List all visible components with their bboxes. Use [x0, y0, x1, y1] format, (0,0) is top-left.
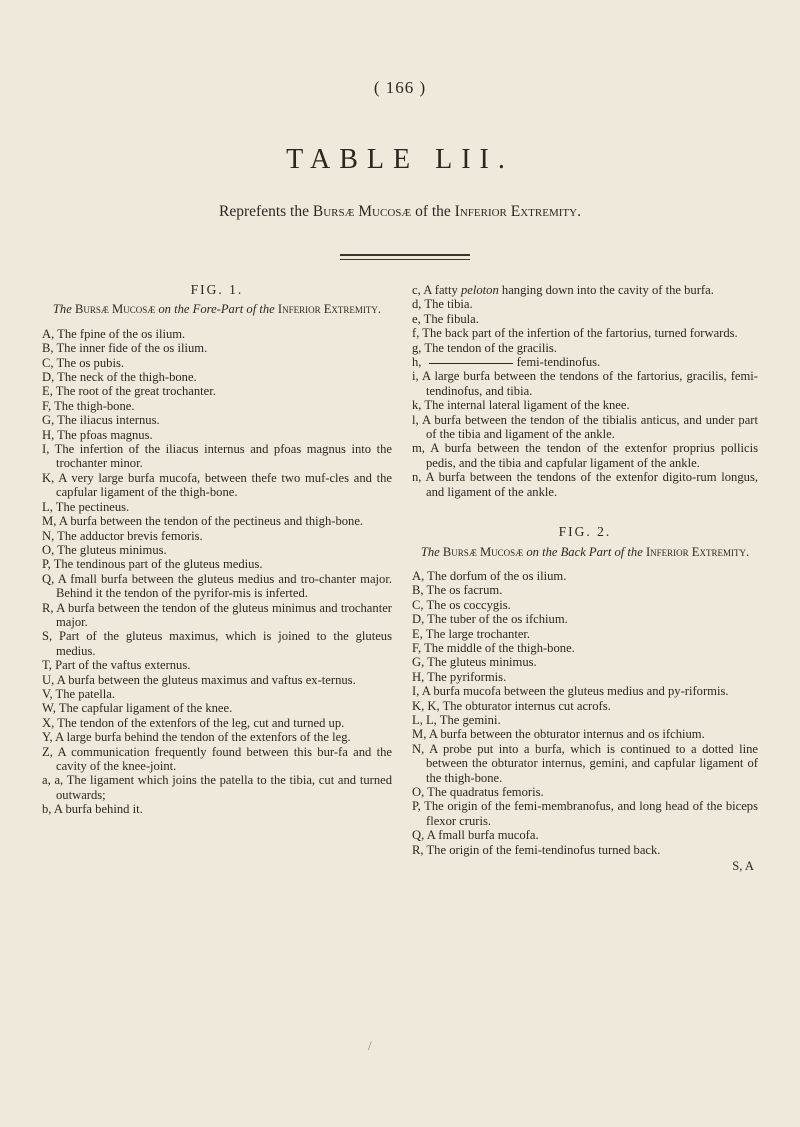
entry-key: A,	[412, 568, 428, 583]
entry-key: C,	[412, 597, 427, 612]
entry-key: A,	[42, 326, 58, 341]
entry-key: h,	[412, 355, 425, 370]
subtitle-text-2: of the	[411, 203, 455, 220]
fig2-label: FIG. 2.	[558, 524, 612, 540]
entry-key: Q,	[42, 571, 58, 586]
fig2-entry	[412, 670, 758, 684]
entry-text: A burfa between the gluteus maximus and vaftus ex-ternus.	[56, 672, 356, 687]
fig1-entry	[42, 687, 392, 701]
entry-text: The pfoas magnus.	[57, 427, 153, 442]
page-number: ( 166 )	[373, 78, 427, 97]
entry-key: M,	[42, 514, 59, 529]
entry-key: l,	[412, 412, 422, 427]
fig1-entry	[42, 730, 392, 744]
entry-text: The os facrum.	[426, 583, 503, 598]
entry-key: X,	[42, 715, 58, 730]
entry-key: H,	[412, 669, 428, 684]
ditto-dash	[429, 363, 513, 364]
fig1-label: FIG. 1.	[190, 282, 244, 297]
fig2-entry	[412, 727, 758, 741]
fig1-entry	[412, 413, 758, 442]
subtitle-extremity: Inferior Extremity.	[454, 203, 581, 220]
fig1-entry	[42, 341, 392, 355]
fig2-entry	[412, 699, 758, 713]
entry-text: A fmall burfa mucofa.	[426, 828, 539, 843]
entry-text: The tendon of the extenfors of the leg, cut and turned up.	[57, 715, 345, 730]
entry-key: d,	[412, 297, 425, 312]
entry-text: A fmall burfa between the gluteus medius and tro-chanter major. Behind it the tendon of the pyrifor-mis is inferted.	[56, 571, 392, 601]
entry-text: The pectineus.	[55, 499, 130, 514]
fig1-entry	[42, 601, 392, 630]
fig2-heading-pre: The	[420, 544, 443, 559]
entry-key: W,	[42, 701, 59, 716]
page-mark: /	[368, 1038, 372, 1053]
entry-text: The large trochanter.	[425, 626, 531, 641]
entry-text: A very large burfa mucofa, between thefe two muf-cles and the capfular ligament of the thigh-bone.	[56, 470, 392, 500]
entry-key: m,	[412, 441, 431, 456]
fig2-entry	[412, 598, 758, 612]
right-column	[412, 283, 758, 873]
entry-key: S,	[42, 629, 60, 644]
fig1-entry	[412, 398, 758, 412]
entry-text: The tuber of the os ifchium.	[427, 612, 568, 627]
entry-text: The capfular ligament of the knee.	[58, 701, 233, 716]
entry-text: A burfa mucofa between the gluteus medius and py-riformis.	[421, 684, 729, 699]
fig2-entry	[412, 655, 758, 669]
fig2-entry	[412, 713, 758, 727]
entry-key: Q,	[412, 828, 427, 843]
entry-text: Part of the vaftus externus.	[55, 658, 191, 673]
entry-text: The thigh-bone.	[54, 398, 135, 413]
fig1-entry	[412, 369, 758, 398]
entry-text: The os pubis.	[56, 355, 124, 370]
entry-text: The fpine of the os ilium.	[57, 326, 186, 341]
entry-key: M,	[412, 727, 429, 742]
fig2-heading-bursae: Bursæ Mucosæ	[442, 544, 524, 559]
fig1-entry	[42, 384, 392, 398]
entry-text: The middle of the thigh-bone.	[424, 640, 575, 655]
entry-text: The back part of the infertion of the fartorius, turned forwards.	[422, 326, 738, 341]
fig2-legend-list	[412, 569, 758, 857]
entry-text: The fibula.	[423, 311, 479, 326]
fig1-entry	[42, 442, 392, 471]
entry-key: N,	[412, 741, 430, 756]
entry-key: c,	[412, 283, 424, 297]
fig1-heading-pre: The	[52, 302, 75, 317]
fig2-entry	[412, 742, 758, 785]
entry-text: A burfa between the tendon of the tibialis anticus, and under part of the tibia and ligament of the ankle.	[421, 412, 759, 442]
entry-key: B,	[412, 583, 427, 598]
entry-text: The gluteus minimus.	[427, 655, 537, 670]
fig1-heading	[42, 302, 392, 316]
entry-text: The os coccygis.	[426, 597, 511, 612]
fig1-entry	[42, 745, 392, 774]
entry-key: I,	[412, 684, 422, 699]
fig1-entry	[412, 470, 758, 499]
page-title: TABLE LII.	[286, 144, 514, 175]
decorative-rule	[340, 254, 470, 260]
fig1-entry	[42, 673, 392, 687]
fig1-entry	[42, 658, 392, 672]
entry-key: L,	[42, 499, 56, 514]
fig2-entry	[412, 641, 758, 655]
entry-text: A burfa between the obturator internus and os ifchium.	[428, 727, 705, 742]
fig2-heading-mid: on the Back Part of the	[523, 544, 646, 559]
entry-key: N,	[42, 528, 58, 543]
fig1-entry	[412, 441, 758, 470]
entry-text: The gluteus minimus.	[57, 542, 167, 557]
fig1-entry	[42, 428, 392, 442]
entry-text: The inner fide of the os ilium.	[56, 341, 208, 356]
fig1-entry	[42, 529, 392, 543]
entry-text: A large burfa behind the tendon of the extenfors of the leg.	[55, 730, 351, 745]
entry-text: A burfa between the tendon of the gluteus minimus and trochanter major.	[56, 600, 392, 629]
entry-text: The root of the great trochanter.	[55, 384, 216, 399]
entry-text: The tendinous part of the gluteus medius.	[53, 557, 263, 572]
entry-key: P,	[42, 557, 54, 572]
entry-key: H,	[42, 427, 58, 442]
fig1-entry	[42, 543, 392, 557]
entry-key: B,	[42, 341, 57, 356]
fig1-entry	[42, 629, 392, 658]
subtitle-bursae: Bursæ Mucosæ	[312, 203, 412, 220]
fig1-heading-bursae: Bursæ Mucosæ	[74, 302, 156, 317]
left-column	[42, 283, 392, 817]
entry-key: L, L,	[412, 712, 440, 727]
entry-italic-text: peloton	[460, 283, 499, 297]
fig1-entry	[42, 514, 392, 528]
fig1-entry	[42, 356, 392, 370]
entry-key: f,	[412, 326, 423, 341]
fig1-entry	[412, 341, 758, 355]
entry-key: a, a,	[42, 773, 67, 788]
fig1-entry	[412, 283, 758, 297]
fig2-entry	[412, 843, 758, 857]
fig2-entry	[412, 684, 758, 698]
fig1-entry	[412, 326, 758, 340]
entry-text: Part of the gluteus maximus, which is joined to the gluteus medius.	[56, 629, 392, 658]
fig2-entry	[412, 569, 758, 583]
entry-key: F,	[42, 398, 55, 413]
entry-text: The tendon of the gracilis.	[424, 340, 557, 355]
entry-text: A communication frequently found between this bur-fa and the cavity of the knee-joint.	[56, 744, 392, 773]
entry-text: The quadratus femoris.	[427, 785, 544, 799]
entry-key: F,	[412, 640, 425, 655]
entry-text: The patella.	[55, 686, 115, 701]
entry-text: The dorfum of the os ilium.	[427, 568, 567, 583]
entry-key: K, K,	[412, 698, 443, 713]
entry-text: The origin of the femi-membranofus, and long head of the biceps flexor cruris.	[424, 799, 758, 828]
fig2-entry	[412, 799, 758, 828]
entry-key: P,	[412, 799, 425, 814]
fig1-entry	[42, 399, 392, 413]
entry-text: A burfa between the tendons of the extenfor digito-rum longus, and ligament of the ankle.	[425, 470, 758, 499]
entry-text: The infertion of the iliacus internus and pfoas magnus into the trochanter minor.	[54, 442, 393, 471]
entry-text: A burfa behind it.	[53, 802, 143, 817]
entry-text: femi-tendinofus.	[516, 355, 601, 370]
entry-key: n,	[412, 470, 426, 485]
entry-text: The internal lateral ligament of the knee.	[424, 398, 630, 413]
fig2-entry	[412, 785, 758, 799]
fig1-entry	[42, 370, 392, 384]
entry-key: U,	[42, 672, 57, 687]
fig1-entry	[412, 297, 758, 311]
entry-key: D,	[42, 370, 58, 385]
entry-key: D,	[412, 612, 428, 627]
fig1-legend-continued	[412, 283, 758, 499]
entry-text: A probe put into a burfa, which is continued to a dotted line between the obturator internus, gemini, and capfular ligament of the thigh-bone.	[426, 741, 758, 785]
entry-text: A large burfa between the tendons of the fartorius, gracilis, femi-tendinofus, and tibia.	[422, 369, 758, 398]
fig1-entry	[42, 471, 392, 500]
entry-key: E,	[42, 384, 56, 399]
fig1-entry	[42, 773, 392, 802]
entry-key: C,	[42, 355, 57, 370]
page-subtitle	[0, 203, 800, 221]
entry-key: Z,	[42, 744, 58, 759]
entry-text: A burfa between the tendon of the pectineus and thigh-bone.	[58, 514, 364, 529]
fig2-heading-extremity: Inferior Extremity.	[645, 544, 750, 559]
fig1-entry	[42, 500, 392, 514]
entry-key: R,	[412, 842, 427, 857]
entry-key: b,	[42, 802, 54, 817]
entry-text: A burfa between the tendon of the extenfor proprius pollicis pedis, and the tibia and capfular ligament of the ankle.	[426, 441, 758, 470]
entry-key: V,	[42, 686, 56, 701]
entry-key: Y,	[42, 730, 56, 745]
fig1-heading-mid: on the Fore-Part of the	[155, 302, 278, 317]
fig2-entry	[412, 828, 758, 842]
fig2-entry	[412, 627, 758, 641]
entry-text: The origin of the femi-tendinofus turned back.	[426, 842, 661, 857]
fig1-entry	[412, 312, 758, 326]
entry-text: The ligament which joins the patella to the tibia, cut and turned outwards;	[56, 773, 393, 802]
fig1-entry	[42, 572, 392, 601]
entry-key: G,	[412, 655, 428, 670]
fig2-entry	[412, 612, 758, 626]
entry-key: E,	[412, 626, 426, 641]
entry-key: g,	[412, 340, 425, 355]
entry-key: T,	[42, 658, 56, 673]
fig1-heading-extremity: Inferior Extremity.	[277, 302, 382, 317]
fig1-entry	[42, 701, 392, 715]
entry-text: The obturator internus cut acrofs.	[442, 698, 611, 713]
entry-text-post: hanging down into the cavity of the burfa.	[498, 283, 714, 297]
entry-text: A fatty	[423, 283, 461, 297]
entry-key: k,	[412, 398, 425, 413]
entry-text: The neck of the thigh-bone.	[57, 370, 197, 385]
fig1-legend-list	[42, 327, 392, 817]
fig1-entry	[42, 413, 392, 427]
fig2-entry	[412, 583, 758, 597]
subtitle-text-1: Reprefents the	[219, 203, 313, 220]
entry-key: G,	[42, 413, 58, 428]
entry-key: K,	[42, 470, 59, 485]
entry-text: The gemini.	[439, 712, 501, 727]
entry-key: O,	[42, 542, 58, 557]
fig1-entry	[412, 355, 758, 369]
entry-key: e,	[412, 311, 424, 326]
entry-text: The iliacus internus.	[57, 413, 160, 428]
fig2-heading	[412, 545, 758, 559]
fig1-entry	[42, 557, 392, 571]
entry-key: I,	[42, 442, 55, 457]
entry-text: The tibia.	[424, 297, 473, 312]
entry-key: R,	[42, 600, 57, 615]
entry-text: The pyriformis.	[427, 669, 507, 684]
entry-text: The adductor brevis femoris.	[57, 528, 203, 543]
catchword: S, A	[732, 859, 754, 874]
entry-key: i,	[412, 369, 422, 384]
fig1-entry	[42, 716, 392, 730]
entry-key: O,	[412, 785, 428, 799]
fig1-entry	[42, 802, 392, 816]
fig1-entry	[42, 327, 392, 341]
